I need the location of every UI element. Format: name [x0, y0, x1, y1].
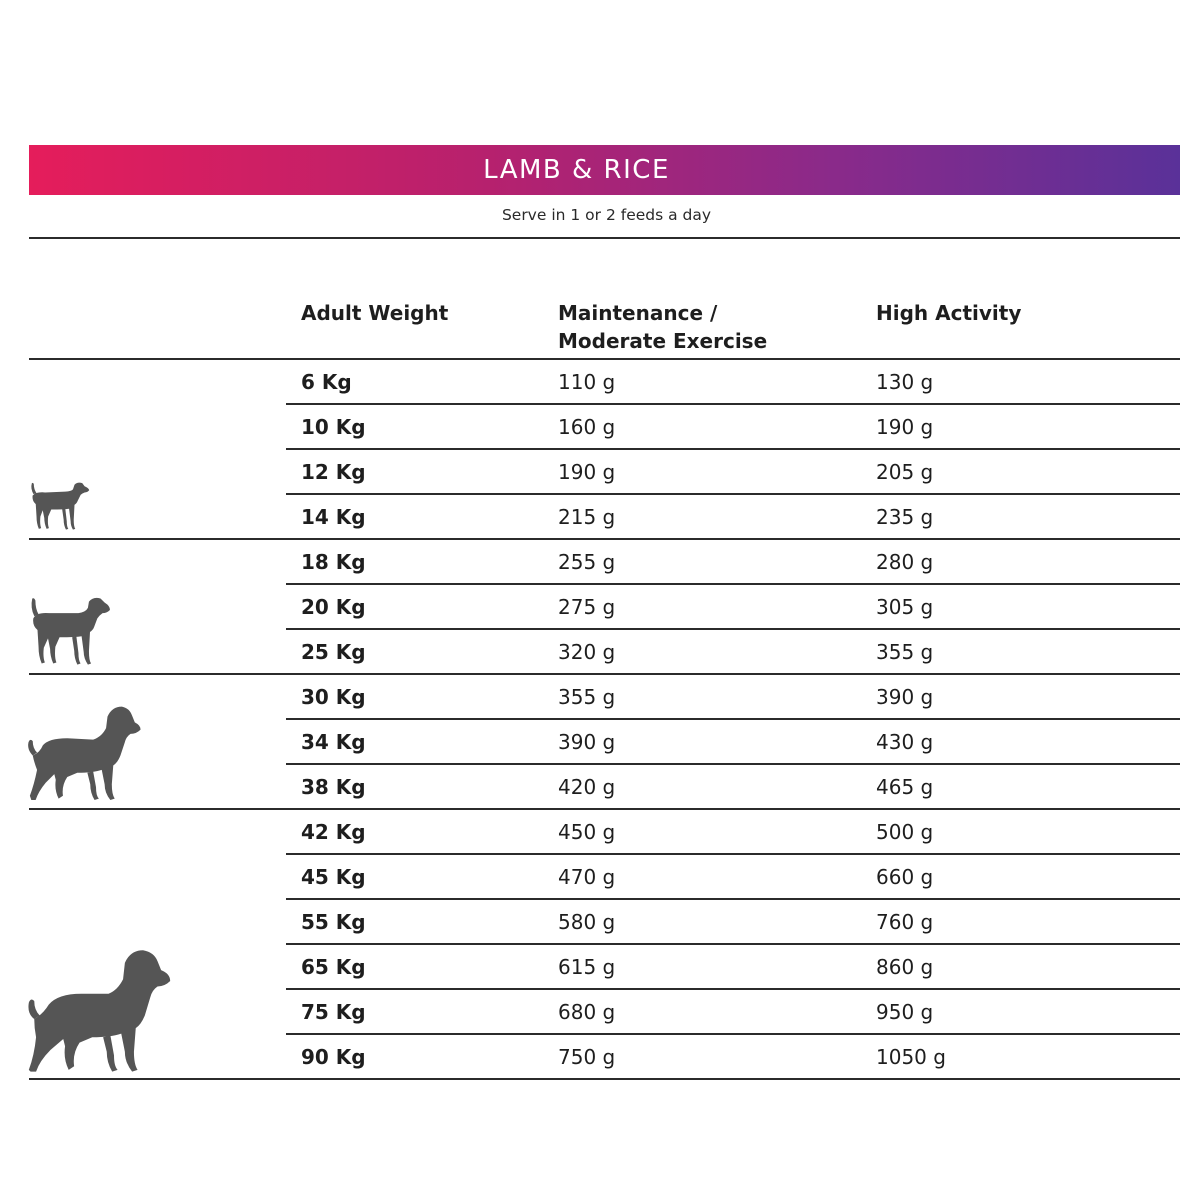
cell-weight: 38 Kg [301, 775, 366, 799]
row-divider [286, 448, 1180, 450]
banner-title: LAMB & RICE [483, 155, 670, 185]
subtitle-divider [29, 237, 1180, 239]
row-divider [286, 718, 1180, 720]
cell-high-activity: 280 g [876, 550, 934, 574]
header-maintenance [558, 299, 767, 355]
cell-high-activity: 465 g [876, 775, 934, 799]
cell-weight: 30 Kg [301, 685, 366, 709]
cell-weight: 6 Kg [301, 370, 352, 394]
row-divider [286, 763, 1180, 765]
cell-weight: 25 Kg [301, 640, 366, 664]
cell-maintenance: 680 g [558, 1000, 616, 1024]
row-divider [286, 898, 1180, 900]
cell-high-activity: 760 g [876, 910, 934, 934]
cell-weight: 65 Kg [301, 955, 366, 979]
row-divider [286, 1033, 1180, 1035]
group-divider [29, 1078, 1180, 1080]
cell-maintenance: 390 g [558, 730, 616, 754]
group-divider [29, 538, 1180, 540]
cell-maintenance: 190 g [558, 460, 616, 484]
cell-weight: 90 Kg [301, 1045, 366, 1069]
cell-weight: 20 Kg [301, 595, 366, 619]
cell-maintenance: 580 g [558, 910, 616, 934]
giant-dog-icon [27, 948, 172, 1072]
cell-weight: 14 Kg [301, 505, 366, 529]
title-banner [29, 145, 1180, 195]
cell-weight: 75 Kg [301, 1000, 366, 1024]
large-dog-icon [27, 705, 142, 803]
cell-weight: 12 Kg [301, 460, 366, 484]
cell-high-activity: 660 g [876, 865, 934, 889]
row-divider [286, 403, 1180, 405]
small-dog-icon [28, 480, 90, 532]
cell-maintenance: 320 g [558, 640, 616, 664]
serving-note: Serve in 1 or 2 feeds a day [501, 206, 712, 224]
cell-maintenance: 160 g [558, 415, 616, 439]
cell-weight: 10 Kg [301, 415, 366, 439]
cell-maintenance: 470 g [558, 865, 616, 889]
group-divider [29, 808, 1180, 810]
cell-maintenance: 255 g [558, 550, 616, 574]
header-high-activity: High Activity [876, 301, 1022, 325]
cell-maintenance: 450 g [558, 820, 616, 844]
cell-high-activity: 355 g [876, 640, 934, 664]
cell-maintenance: 110 g [558, 370, 616, 394]
cell-high-activity: 390 g [876, 685, 934, 709]
header-maintenance-line1: Maintenance / [558, 301, 718, 325]
row-divider [286, 493, 1180, 495]
cell-high-activity: 500 g [876, 820, 934, 844]
cell-maintenance: 355 g [558, 685, 616, 709]
row-divider [286, 628, 1180, 630]
cell-high-activity: 130 g [876, 370, 934, 394]
row-divider [286, 943, 1180, 945]
header-adult-weight: Adult Weight [301, 301, 449, 325]
cell-high-activity: 305 g [876, 595, 934, 619]
cell-weight: 42 Kg [301, 820, 366, 844]
cell-high-activity: 860 g [876, 955, 934, 979]
cell-high-activity: 950 g [876, 1000, 934, 1024]
medium-dog-icon [27, 595, 111, 667]
row-divider [286, 583, 1180, 585]
cell-weight: 55 Kg [301, 910, 366, 934]
cell-high-activity: 190 g [876, 415, 934, 439]
cell-maintenance: 750 g [558, 1045, 616, 1069]
cell-high-activity: 430 g [876, 730, 934, 754]
row-divider [286, 853, 1180, 855]
cell-high-activity: 205 g [876, 460, 934, 484]
header-maintenance-line2: Moderate Exercise [558, 329, 768, 353]
cell-high-activity: 235 g [876, 505, 934, 529]
cell-maintenance: 420 g [558, 775, 616, 799]
cell-maintenance: 215 g [558, 505, 616, 529]
cell-high-activity: 1050 g [876, 1045, 946, 1069]
row-divider [286, 988, 1180, 990]
header-divider [29, 358, 1180, 360]
cell-weight: 34 Kg [301, 730, 366, 754]
cell-weight: 18 Kg [301, 550, 366, 574]
group-divider [29, 673, 1180, 675]
cell-weight: 45 Kg [301, 865, 366, 889]
cell-maintenance: 615 g [558, 955, 616, 979]
cell-maintenance: 275 g [558, 595, 616, 619]
